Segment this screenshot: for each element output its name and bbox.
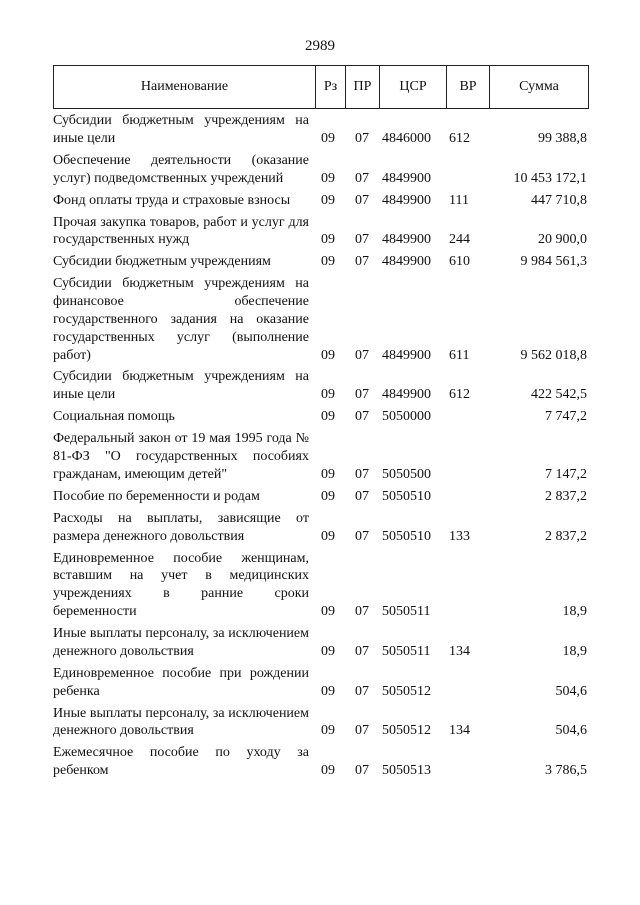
row-pr: 07 bbox=[355, 170, 369, 186]
table-row bbox=[53, 550, 589, 621]
row-pr: 07 bbox=[355, 763, 369, 779]
row-pr: 07 bbox=[355, 488, 369, 504]
row-rz: 09 bbox=[321, 683, 335, 699]
row-name: Субсидии бюджетным учреждениям на иные цели bbox=[53, 113, 309, 146]
table-row bbox=[53, 192, 589, 210]
table-header bbox=[53, 65, 589, 109]
header-name: Наименование bbox=[54, 66, 316, 108]
header-rz: Рз bbox=[316, 66, 346, 108]
row-rz: 09 bbox=[321, 192, 335, 208]
row-pr: 07 bbox=[355, 528, 369, 544]
row-rz: 09 bbox=[321, 130, 335, 146]
row-name: Обеспечение деятельности (оказание услуг) подведомственных учреждений bbox=[53, 152, 309, 186]
row-pr: 07 bbox=[355, 387, 369, 403]
row-name: Субсидии бюджетным учреждениям bbox=[53, 254, 271, 270]
row-pr: 07 bbox=[355, 192, 369, 208]
row-pr: 07 bbox=[355, 130, 369, 146]
row-vr: 611 bbox=[449, 347, 470, 363]
row-csr: 4849900 bbox=[382, 232, 431, 248]
row-vr: 612 bbox=[449, 387, 470, 403]
row-name: Субсидии бюджетным учреждениям на финансовое обеспечение государственного задания на оказание государственных услуг (выполнение работ) bbox=[53, 276, 309, 363]
row-name: Фонд оплаты труда и страховые взносы bbox=[53, 192, 291, 208]
table-row bbox=[53, 430, 589, 483]
row-pr: 07 bbox=[355, 603, 369, 619]
row-csr: 4846000 bbox=[382, 130, 431, 146]
row-sum: 7 147,2 bbox=[545, 466, 587, 482]
header-csr: ЦСР bbox=[380, 66, 447, 108]
table-row bbox=[53, 275, 589, 364]
header-sum: Сумма bbox=[519, 79, 559, 94]
row-rz: 09 bbox=[321, 170, 335, 186]
row-sum: 18,9 bbox=[562, 603, 587, 619]
row-csr: 5050511 bbox=[382, 643, 431, 659]
row-name: Федеральный закон от 19 мая 1995 года № 81-ФЗ "О государственных пособиях гражданам, имеющим детей" bbox=[53, 431, 309, 482]
row-rz: 09 bbox=[321, 723, 335, 739]
row-sum: 7 747,2 bbox=[545, 409, 587, 425]
page-number: 2989 bbox=[305, 38, 335, 54]
row-rz: 09 bbox=[321, 488, 335, 504]
row-pr: 07 bbox=[355, 254, 369, 270]
row-name: Прочая закупка товаров, работ и услуг для государственных нужд bbox=[53, 214, 309, 248]
row-csr: 4849900 bbox=[382, 347, 431, 363]
table-row bbox=[53, 152, 589, 188]
row-rz: 09 bbox=[321, 387, 335, 403]
row-vr: 244 bbox=[449, 232, 470, 248]
row-vr: 134 bbox=[449, 643, 470, 659]
table-row bbox=[53, 112, 589, 148]
row-csr: 4849900 bbox=[382, 254, 431, 270]
table-body bbox=[53, 112, 589, 784]
row-name: Субсидии бюджетным учреждениям на иные цели bbox=[53, 369, 309, 403]
row-vr: 612 bbox=[449, 130, 470, 146]
row-sum: 20 900,0 bbox=[538, 232, 587, 248]
row-sum: 422 542,5 bbox=[531, 387, 587, 403]
table-row bbox=[53, 625, 589, 661]
row-rz: 09 bbox=[321, 232, 335, 248]
row-vr: 610 bbox=[449, 254, 470, 270]
row-csr: 4849900 bbox=[382, 170, 431, 186]
row-sum: 504,6 bbox=[555, 683, 587, 699]
row-rz: 09 bbox=[321, 254, 335, 270]
table-row bbox=[53, 744, 589, 780]
table-row bbox=[53, 368, 589, 404]
row-rz: 09 bbox=[321, 643, 335, 659]
header-pr: ПР bbox=[346, 66, 380, 108]
row-csr: 5050512 bbox=[382, 723, 431, 739]
row-rz: 09 bbox=[321, 763, 335, 779]
row-csr: 4849900 bbox=[382, 192, 431, 208]
row-name: Социальная помощь bbox=[53, 409, 175, 425]
row-csr: 5050513 bbox=[382, 763, 431, 779]
row-rz: 09 bbox=[321, 466, 335, 482]
row-sum: 9 562 018,8 bbox=[520, 347, 587, 363]
table-row bbox=[53, 665, 589, 701]
row-rz: 09 bbox=[321, 603, 335, 619]
table-row bbox=[53, 253, 589, 271]
row-csr: 5050510 bbox=[382, 488, 431, 504]
table-row bbox=[53, 214, 589, 250]
row-csr: 5050000 bbox=[382, 409, 431, 425]
row-csr: 5050511 bbox=[382, 603, 431, 619]
row-rz: 09 bbox=[321, 409, 335, 425]
row-sum: 99 388,8 bbox=[538, 130, 587, 146]
row-sum: 10 453 172,1 bbox=[513, 170, 587, 186]
row-rz: 09 bbox=[321, 528, 335, 544]
row-pr: 07 bbox=[355, 643, 369, 659]
row-sum: 3 786,5 bbox=[545, 763, 587, 779]
row-pr: 07 bbox=[355, 409, 369, 425]
row-csr: 4849900 bbox=[382, 387, 431, 403]
row-pr: 07 bbox=[355, 232, 369, 248]
row-vr: 134 bbox=[449, 723, 470, 739]
row-pr: 07 bbox=[355, 683, 369, 699]
row-sum: 504,6 bbox=[555, 723, 587, 739]
row-name: Единовременное пособие при рождении ребенка bbox=[53, 665, 309, 699]
row-vr: 111 bbox=[449, 192, 469, 208]
row-csr: 5050500 bbox=[382, 466, 431, 482]
row-name: Пособие по беременности и родам bbox=[53, 488, 260, 504]
row-name: Ежемесячное пособие по уходу за ребенком bbox=[53, 745, 309, 779]
table-row bbox=[53, 705, 589, 741]
row-name: Единовременное пособие женщинам, вставшим на учет в медицинских учреждениях в ранние сроки беременности bbox=[53, 550, 309, 619]
row-name: Иные выплаты персоналу, за исключением денежного довольствия bbox=[53, 625, 309, 659]
row-sum: 2 837,2 bbox=[545, 528, 587, 544]
table-row bbox=[53, 510, 589, 546]
row-pr: 07 bbox=[355, 466, 369, 482]
row-sum: 2 837,2 bbox=[545, 488, 587, 504]
row-rz: 09 bbox=[321, 347, 335, 363]
row-sum: 9 984 561,3 bbox=[520, 254, 587, 270]
row-name: Расходы на выплаты, зависящие от размера денежного довольствия bbox=[53, 510, 309, 544]
row-pr: 07 bbox=[355, 723, 369, 739]
table-row bbox=[53, 408, 589, 426]
row-vr: 133 bbox=[449, 528, 470, 544]
row-sum: 18,9 bbox=[562, 643, 587, 659]
header-vr: ВР bbox=[447, 66, 490, 108]
row-csr: 5050510 bbox=[382, 528, 431, 544]
row-csr: 5050512 bbox=[382, 683, 431, 699]
row-name: Иные выплаты персоналу, за исключением денежного довольствия bbox=[53, 705, 309, 739]
table-row bbox=[53, 488, 589, 506]
row-pr: 07 bbox=[355, 347, 369, 363]
row-sum: 447 710,8 bbox=[531, 192, 587, 208]
